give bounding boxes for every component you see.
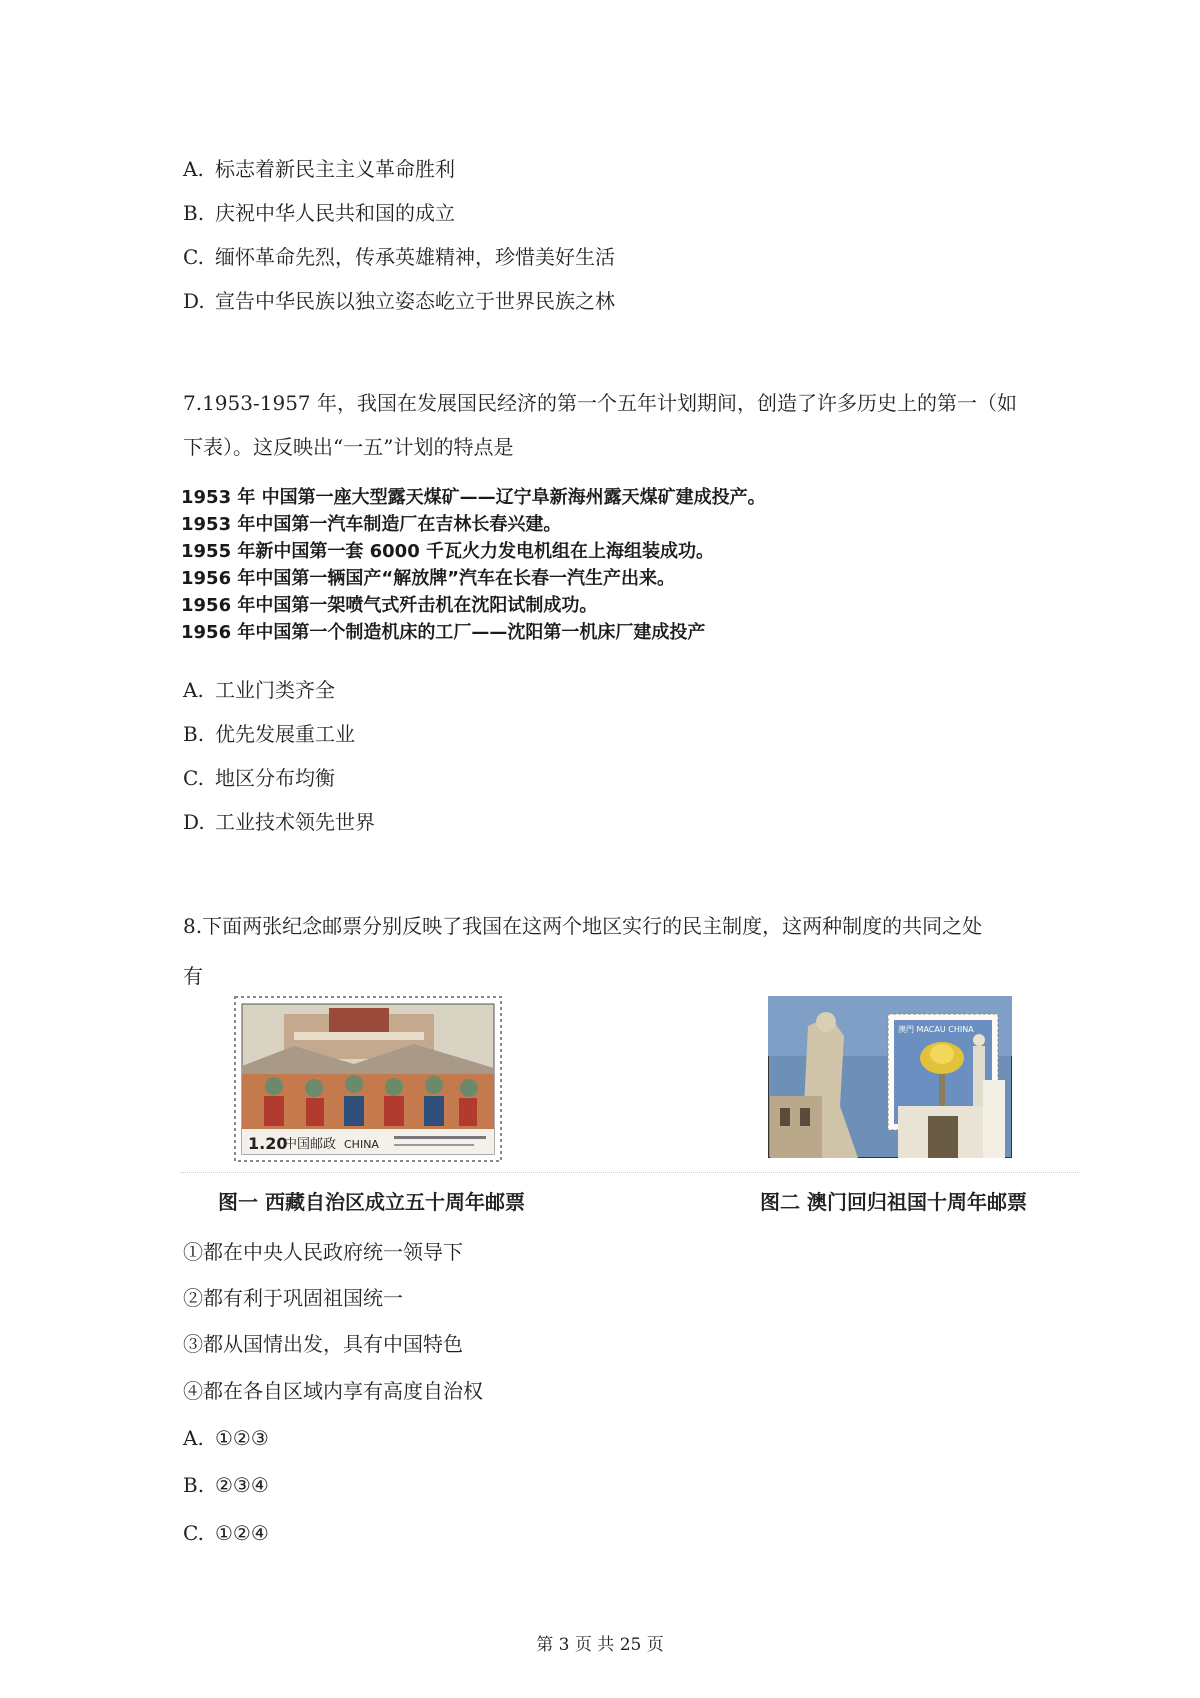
page-footer: 第 3 页 共 25 页 [536,1635,664,1655]
table-row: 1956 年中国第一架喷气式歼击机在沈阳试制成功。 [181,595,598,616]
table-row: 1955 年新中国第一套 6000 千瓦火力发电机组在上海组装成功。 [181,541,714,562]
q8-stem-line1: 8.下面两张纪念邮票分别反映了我国在这两个地区实行的民主制度，这两种制度的共同之处 [183,914,983,938]
tibet-stamp-image [234,996,502,1162]
option-text: ①②③ [215,1426,269,1450]
option-text: 庆祝中华人民共和国的成立 [215,201,455,225]
option-letter: A. [183,678,204,702]
table-row: 1953 年中国第一汽车制造厂在吉林长春兴建。 [181,514,562,535]
option-text: 宣告中华民族以独立姿态屹立于世界民族之林 [215,289,615,313]
option-letter: B. [183,722,205,746]
q7-option-b [183,720,355,748]
q6-option-c [183,243,615,271]
option-text: ②③④ [215,1473,269,1497]
table-row: 1956 年中国第一个制造机床的工厂——沈阳第一机床厂建成投产 [181,622,706,643]
q8-statement-1: ①都在中央人民政府统一领导下 [183,1240,463,1264]
option-letter: A. [183,157,204,181]
option-letter: D. [183,289,205,313]
q7-stem-line1: 7.1953-1957 年，我国在发展国民经济的第一个五年计划期间，创造了许多历史上的第一（如 [183,391,1017,415]
option-text: 工业技术领先世界 [215,810,375,834]
figure-separator [180,1172,1080,1173]
table-row: 1956 年中国第一辆国产“解放牌”汽车在长春一汽生产出来。 [181,568,676,589]
stamp-brand: 澳門 MACAU CHINA [898,1025,974,1034]
macau-stamp-image [768,996,1012,1158]
q6-option-b [183,199,455,227]
q7-option-d [183,808,375,836]
q6-option-d [183,287,615,315]
option-text: 缅怀革命先烈，传承英雄精神，珍惜美好生活 [215,245,615,269]
q8-statement-2: ②都有利于巩固祖国统一 [183,1286,403,1310]
option-letter: C. [183,766,204,790]
option-letter: D. [183,810,205,834]
figure1-caption: 图一 西藏自治区成立五十周年邮票 [218,1190,525,1214]
option-letter: C. [183,245,204,269]
q7-option-c [183,764,335,792]
option-letter: B. [183,201,205,225]
option-text: 标志着新民主主义革命胜利 [215,157,455,181]
q8-statement-3: ③都从国情出发，具有中国特色 [183,1332,463,1356]
option-text: 工业门类齐全 [215,678,335,702]
q8-statement-4: ④都在各自区域内享有高度自治权 [183,1379,483,1403]
q8-option-b [183,1471,269,1499]
option-letter: B. [183,1473,205,1497]
option-text: 优先发展重工业 [215,722,355,746]
table-row: 1953 年 中国第一座大型露天煤矿——辽宁阜新海州露天煤矿建成投产。 [181,487,766,508]
q8-stem-line2: 有 [183,964,203,988]
option-text: 地区分布均衡 [215,766,335,790]
q6-option-a [183,155,455,183]
q8-option-c [183,1519,269,1547]
option-letter: A. [183,1426,204,1450]
q8-option-a [183,1424,269,1452]
stamp-country-label: CHINA [344,1138,379,1151]
q7-option-a [183,676,335,704]
figure2-caption: 图二 澳门回归祖国十周年邮票 [760,1190,1027,1214]
stamp-value: 1.20 [248,1134,288,1153]
option-text: ①②④ [215,1521,269,1545]
q7-firsts-table [181,484,766,646]
option-letter: C. [183,1521,204,1545]
q7-stem-line2: 下表）。这反映出“一五”计划的特点是 [183,435,514,459]
stamp-postal-label: 中国邮政 [284,1137,337,1152]
